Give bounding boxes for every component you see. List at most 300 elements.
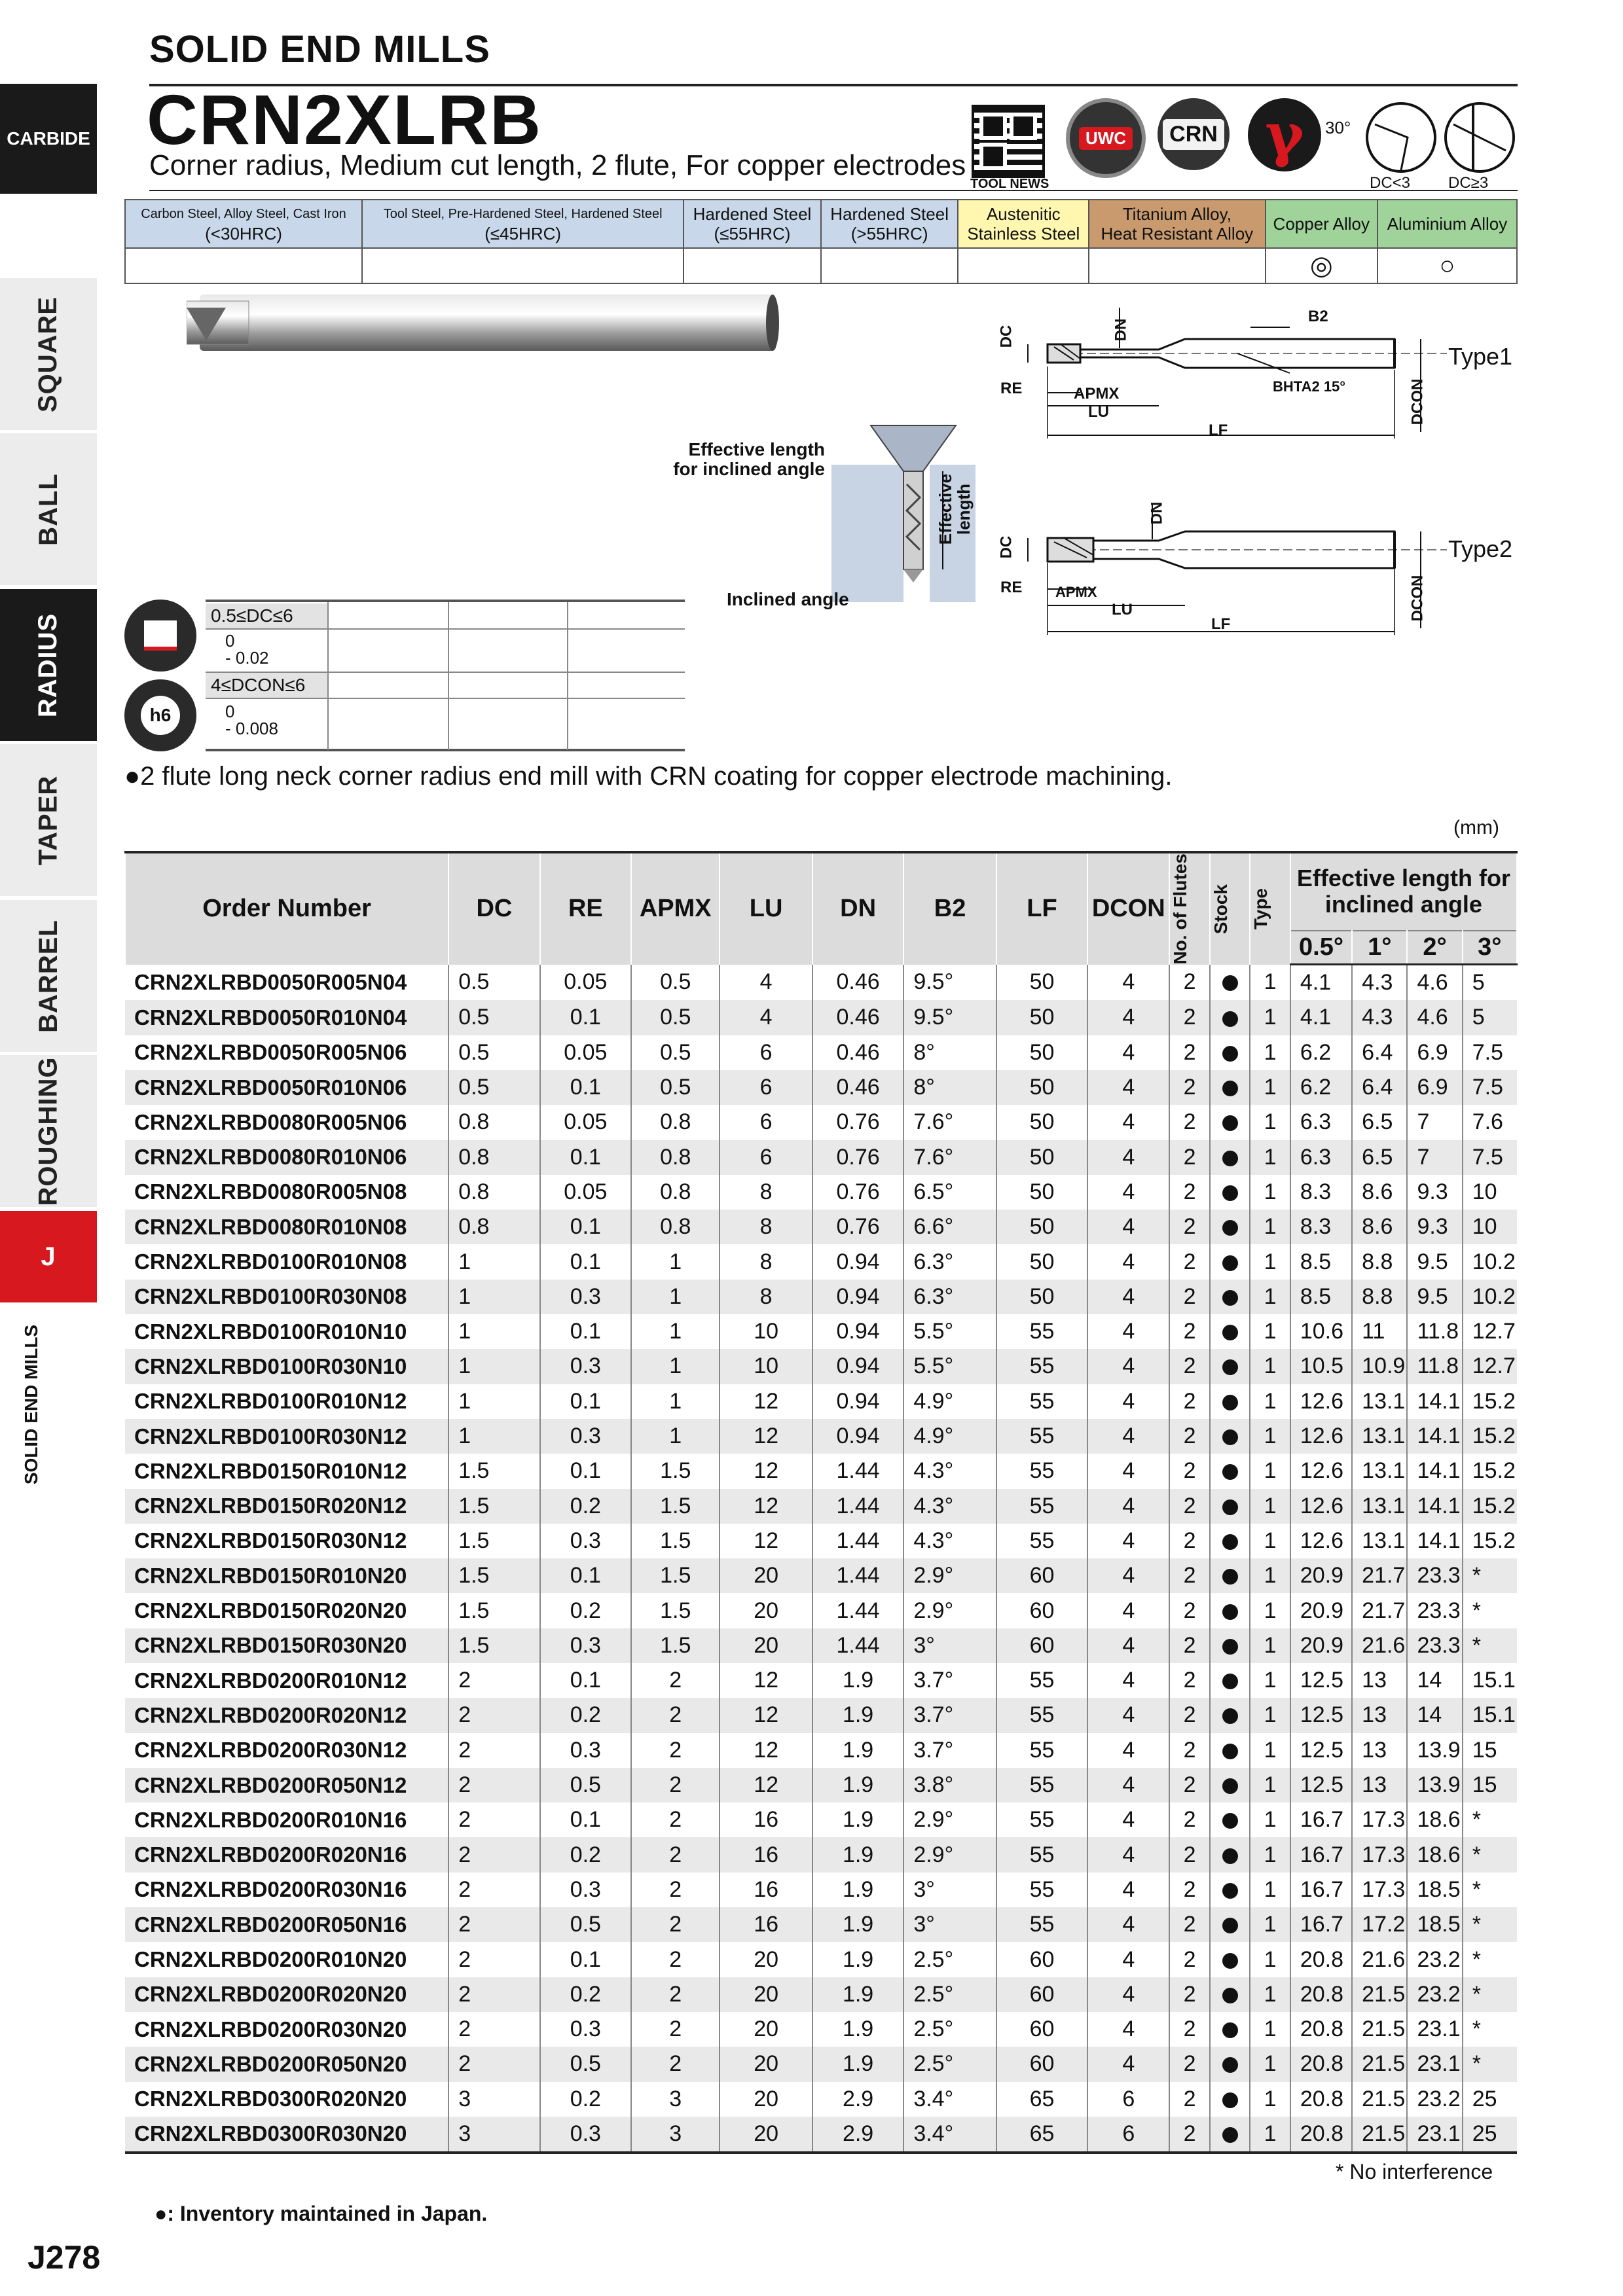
table-cell: 4	[1087, 1698, 1169, 1732]
table-cell: 2	[1169, 1803, 1210, 1837]
table-cell: 1.5	[448, 1558, 539, 1593]
table-cell: 0.1	[540, 1942, 631, 1977]
stock-indicator	[1210, 1733, 1250, 1768]
table-cell: 1	[1250, 1419, 1290, 1454]
tab-j[interactable]: J	[0, 1211, 97, 1302]
order-number-cell: CRN2XLRBD0080R005N06	[134, 1109, 407, 1134]
col-type: Type	[1250, 852, 1290, 965]
table-cell: 0.1	[540, 1663, 631, 1698]
tab-barrel[interactable]: BARREL	[0, 900, 97, 1052]
stock-indicator	[1210, 1210, 1250, 1244]
table-cell: 2	[1169, 2012, 1210, 2047]
table-cell: 0.1	[540, 1244, 631, 1279]
table-cell: 20.8	[1290, 2117, 1352, 2153]
col-stock: Stock	[1210, 852, 1250, 965]
dc-large-label: DC≥3	[1448, 174, 1489, 192]
table-cell: *	[1463, 1803, 1517, 1837]
table-cell: 3.7°	[903, 1698, 996, 1732]
table-row	[125, 1105, 1517, 1139]
col-angle-2: 2°	[1407, 931, 1462, 965]
table-cell: 21.7	[1352, 1558, 1407, 1593]
table-cell: 20.8	[1290, 2082, 1352, 2117]
effective-length-label: Effective length	[936, 473, 974, 545]
stock-dot-icon	[1222, 1988, 1238, 2003]
table-cell: 4.6	[1407, 1000, 1462, 1035]
table-cell: 2.9°	[903, 1837, 996, 1872]
order-number-cell: CRN2XLRBD0200R050N16	[125, 1907, 448, 1942]
order-number-cell: CRN2XLRBD0150R030N20	[125, 1628, 448, 1663]
table-cell: 1	[1250, 1698, 1290, 1732]
table-row	[125, 1035, 1517, 1070]
table-cell: 4	[1087, 1803, 1169, 1837]
table-cell: 55	[996, 1524, 1087, 1558]
dc-range: 0.5≤DC≤6	[206, 603, 329, 628]
table-cell: 4	[1087, 1384, 1169, 1419]
table-cell: 9.3	[1407, 1175, 1462, 1210]
table-cell: 17.3	[1352, 1803, 1407, 1837]
table-cell: 60	[996, 1558, 1087, 1593]
col-dn: DN	[812, 852, 903, 965]
table-cell: 1	[1250, 2117, 1290, 2153]
tab-roughing[interactable]: ROUGHING	[0, 1055, 97, 1207]
stock-indicator	[1210, 1628, 1250, 1663]
order-number-cell: CRN2XLRBD0200R050N20	[125, 2047, 448, 2081]
table-cell: 12.6	[1290, 1524, 1352, 1558]
table-cell: 4	[1087, 1000, 1169, 1035]
order-number-cell: CRN2XLRBD0050R010N04	[125, 1000, 448, 1035]
table-cell: 16.7	[1290, 1803, 1352, 1837]
table-cell: 12	[720, 1733, 812, 1768]
table-cell: 15.1	[1463, 1698, 1517, 1732]
crn-badge: CRN	[1158, 98, 1230, 170]
table-cell: 10	[1463, 1175, 1517, 1210]
table-cell: 18.5	[1407, 1873, 1462, 1907]
table-cell: 7	[1407, 1105, 1462, 1139]
tab-taper[interactable]: TAPER	[0, 744, 97, 896]
table-cell: 1	[1250, 1035, 1290, 1070]
table-cell: 2	[1169, 2117, 1210, 2153]
col-angle-1: 1°	[1352, 931, 1407, 965]
table-cell: 2	[1169, 1628, 1210, 1663]
table-cell: 0.3	[540, 1873, 631, 1907]
table-cell: 2	[631, 1942, 720, 1977]
table-cell: 50	[996, 1105, 1087, 1139]
table-cell: 4	[1087, 965, 1169, 1001]
table-cell: 4.6	[1407, 965, 1462, 1001]
table-cell: 0.8	[631, 1140, 720, 1175]
stock-dot-icon	[1222, 1011, 1238, 1027]
stock-dot-icon	[1222, 1953, 1238, 1969]
stock-indicator	[1210, 1140, 1250, 1175]
table-cell: 55	[996, 1663, 1087, 1698]
table-cell: 0.3	[540, 2012, 631, 2047]
type1-dc-label: DC	[997, 325, 1015, 348]
col-dcon: DCON	[1087, 852, 1169, 965]
table-cell: 1	[1250, 2082, 1290, 2117]
table-cell: 0.8	[631, 1105, 720, 1139]
table-cell: 12.6	[1290, 1489, 1352, 1524]
col-re: RE	[540, 852, 631, 965]
stock-indicator	[1210, 1977, 1250, 2012]
table-cell: 15	[1463, 1768, 1517, 1803]
table-cell: 2	[1169, 1489, 1210, 1524]
table-cell: 0.1	[540, 1454, 631, 1488]
order-number-cell: CRN2XLRBD0150R030N12	[134, 1528, 407, 1553]
stock-dot-icon	[1222, 1534, 1238, 1550]
table-cell: 14	[1407, 1663, 1462, 1698]
table-cell: 12	[720, 1524, 812, 1558]
table-cell: 1.9	[812, 1663, 903, 1698]
table-cell: 1	[1250, 1837, 1290, 1872]
stock-indicator	[1210, 1593, 1250, 1628]
table-cell: 1.44	[812, 1489, 903, 1524]
tab-square[interactable]: SQUARE	[0, 278, 97, 430]
type1-b2-label: B2	[1308, 308, 1328, 325]
table-cell: *	[1463, 1942, 1517, 1977]
table-cell: 0.3	[540, 1419, 631, 1454]
table-cell: 2	[448, 1803, 539, 1837]
table-cell: 13.1	[1352, 1454, 1407, 1488]
table-cell: 0.2	[540, 1698, 631, 1732]
table-cell: 2.9°	[903, 1593, 996, 1628]
table-cell: 4	[720, 1000, 812, 1035]
table-cell: 0.5	[540, 1768, 631, 1803]
table-cell: 4.9°	[903, 1419, 996, 1454]
table-cell: 12	[720, 1768, 812, 1803]
type1-label: Type1	[1448, 343, 1513, 370]
stock-dot-icon	[1222, 1708, 1238, 1724]
table-cell: 1.9	[812, 1698, 903, 1732]
table-cell: 4.1	[1290, 1000, 1352, 1035]
table-cell: 0.1	[540, 1140, 631, 1175]
order-number-cell: CRN2XLRBD0080R010N06	[125, 1140, 448, 1175]
table-cell: 1	[1250, 1803, 1290, 1837]
type2-re-label: RE	[1000, 579, 1023, 596]
table-cell: *	[1463, 2012, 1517, 2047]
table-cell: 12.7	[1463, 1314, 1517, 1349]
table-cell: 55	[996, 1384, 1087, 1419]
order-number-cell: CRN2XLRBD0200R020N20	[125, 1977, 448, 2012]
table-cell: 1.9	[812, 2047, 903, 2081]
table-cell: 55	[996, 1837, 1087, 1872]
table-cell: 4	[1087, 1593, 1169, 1628]
table-cell: 23.1	[1407, 2012, 1462, 2047]
table-cell: 1	[1250, 1558, 1290, 1593]
table-cell: 1.9	[812, 1768, 903, 1803]
table-cell: 20	[720, 2117, 812, 2153]
order-number-cell: CRN2XLRBD0150R010N20	[125, 1558, 448, 1593]
table-cell: 10.6	[1290, 1314, 1352, 1349]
table-cell: 0.94	[812, 1280, 903, 1314]
table-cell: 4	[1087, 1837, 1169, 1872]
type2-lu-label: LU	[1112, 601, 1133, 619]
table-cell: 0.46	[812, 965, 903, 1001]
table-cell: 16	[720, 1803, 812, 1837]
table-cell: 65	[996, 2117, 1087, 2153]
table-cell: 3°	[903, 1628, 996, 1663]
material-tool-steel: Tool Steel, Pre-Hardened Steel, Hardened Steel (≤45HRC)	[362, 200, 684, 248]
table-cell: 6.3°	[903, 1280, 996, 1314]
table-row	[125, 2012, 1517, 2047]
stock-indicator	[1210, 1105, 1250, 1139]
table-cell: 1	[448, 1244, 539, 1279]
table-cell: 12	[720, 1384, 812, 1419]
table-cell: 1	[1250, 1280, 1290, 1314]
table-cell: 60	[996, 1628, 1087, 1663]
table-cell: 55	[996, 1419, 1087, 1454]
stock-dot-icon	[1222, 1359, 1238, 1375]
table-cell: 1	[1250, 1628, 1290, 1663]
table-cell: 8.5	[1290, 1280, 1352, 1314]
table-cell: 3.4°	[903, 2117, 996, 2153]
table-cell: 1.9	[812, 1942, 903, 1977]
table-cell: 0.3	[540, 1628, 631, 1663]
table-cell: 1.5	[631, 1454, 720, 1488]
helix-angle-label: 30°	[1325, 118, 1351, 137]
table-cell: 2	[1169, 1733, 1210, 1768]
table-cell: 12	[720, 1663, 812, 1698]
qr-code-icon[interactable]	[972, 105, 1045, 178]
table-cell: 0.5	[631, 1070, 720, 1105]
table-cell: 3.8°	[903, 1768, 996, 1803]
table-cell: 6	[720, 1035, 812, 1070]
type2-dn-label: DN	[1148, 501, 1166, 525]
table-cell: 0.5	[448, 965, 539, 1001]
table-cell: 5	[1463, 965, 1517, 1001]
table-cell: 3	[631, 2117, 720, 2153]
order-number-cell: CRN2XLRBD0080R010N08	[125, 1210, 448, 1244]
table-cell: 10.9	[1352, 1349, 1407, 1384]
rating-cell	[821, 248, 958, 283]
table-cell: 4	[1087, 1035, 1169, 1070]
table-cell: 50	[996, 1035, 1087, 1070]
stock-indicator	[1210, 1768, 1250, 1803]
type1-re-label: RE	[1000, 380, 1023, 397]
table-cell: 10.2	[1463, 1280, 1517, 1314]
col-lu: LU	[720, 852, 812, 965]
table-cell: 2	[1169, 1035, 1210, 1070]
table-cell: 2	[1169, 1175, 1210, 1210]
table-row	[125, 1524, 1517, 1558]
table-row	[125, 1977, 1517, 2012]
table-row	[125, 1419, 1517, 1454]
order-number-cell: CRN2XLRBD0200R030N16	[134, 1877, 407, 1902]
table-cell: 18.6	[1407, 1803, 1462, 1837]
order-number-cell: CRN2XLRBD0200R010N12	[134, 1668, 407, 1693]
table-cell: 0.2	[540, 1837, 631, 1872]
table-cell: 1	[1250, 1210, 1290, 1244]
table-cell: 23.2	[1407, 1977, 1462, 2012]
tab-carbide[interactable]: CARBIDE	[0, 84, 97, 194]
table-cell: 2	[1169, 1105, 1210, 1139]
table-cell: 0.94	[812, 1419, 903, 1454]
table-cell: 11	[1352, 1314, 1407, 1349]
table-cell: 1	[1250, 1524, 1290, 1558]
table-cell: 12.6	[1290, 1419, 1352, 1454]
rating-copper: ◎	[1266, 248, 1378, 283]
table-cell: 55	[996, 1768, 1087, 1803]
table-cell: 2	[1169, 1768, 1210, 1803]
order-number-cell: CRN2XLRBD0100R030N10	[125, 1349, 448, 1384]
table-row	[125, 1628, 1517, 1663]
stock-indicator	[1210, 1419, 1250, 1454]
table-row	[125, 2047, 1517, 2081]
type1-lf-label: LF	[1209, 422, 1228, 439]
table-cell: 16	[720, 1907, 812, 1942]
table-cell: 13.9	[1407, 1768, 1462, 1803]
table-cell: 0.1	[540, 1000, 631, 1035]
table-cell: 4	[1087, 1419, 1169, 1454]
stock-indicator	[1210, 1000, 1250, 1035]
table-cell: 23.1	[1407, 2047, 1462, 2081]
table-cell: 0.94	[812, 1244, 903, 1279]
table-cell: 5	[1463, 1000, 1517, 1035]
table-cell: 4.3°	[903, 1454, 996, 1488]
order-number-cell: CRN2XLRBD0200R030N12	[134, 1738, 407, 1763]
table-row	[125, 1210, 1517, 1244]
table-row	[125, 1873, 1517, 1907]
table-cell: 4	[1087, 1558, 1169, 1593]
table-cell: 6.2	[1290, 1070, 1352, 1105]
table-row	[125, 1907, 1517, 1942]
tool-news-label: TOOL NEWS	[970, 177, 1049, 191]
table-cell: *	[1463, 1837, 1517, 1872]
table-cell: 0.2	[540, 1977, 631, 2012]
tolerance-block	[124, 600, 685, 754]
table-cell: 0.5	[631, 1000, 720, 1035]
table-cell: 3.7°	[903, 1663, 996, 1698]
table-cell: 1	[1250, 1384, 1290, 1419]
stock-dot-icon	[1222, 1604, 1238, 1620]
order-number-cell: CRN2XLRBD0150R020N20	[134, 1598, 407, 1623]
stock-dot-icon	[1222, 1744, 1238, 1759]
table-cell: 8.3	[1290, 1175, 1352, 1210]
table-cell: 4	[1087, 1210, 1169, 1244]
table-cell: 13	[1352, 1733, 1407, 1768]
table-cell: 4	[1087, 1907, 1169, 1942]
material-hardened-over55: Hardened Steel (>55HRC)	[821, 200, 958, 248]
tab-radius[interactable]: RADIUS	[0, 589, 97, 741]
order-number-cell: CRN2XLRBD0080R005N08	[134, 1179, 407, 1204]
table-cell: 13.1	[1352, 1524, 1407, 1558]
order-number-cell: CRN2XLRBD0100R010N10	[134, 1319, 407, 1344]
material-hardened-55: Hardened Steel (≤55HRC)	[684, 200, 821, 248]
table-cell: 1.5	[448, 1593, 539, 1628]
stock-dot-icon	[1222, 1674, 1238, 1689]
table-cell: *	[1463, 2047, 1517, 2081]
table-cell: 1.5	[631, 1558, 720, 1593]
table-cell: 4.9°	[903, 1384, 996, 1419]
stock-dot-icon	[1222, 1151, 1238, 1166]
col-lf: LF	[996, 852, 1087, 965]
tab-ball[interactable]: BALL	[0, 433, 97, 585]
order-number-cell: CRN2XLRBD0150R010N12	[134, 1458, 407, 1483]
table-cell: 4.3	[1352, 965, 1407, 1001]
table-cell: 2	[1169, 1280, 1210, 1314]
table-cell: 6	[1087, 2117, 1169, 2153]
table-cell: 50	[996, 965, 1087, 1001]
table-cell: 2	[631, 1873, 720, 1907]
col-effective-length: Effective length for inclined angle	[1290, 852, 1517, 931]
table-cell: 0.8	[448, 1105, 539, 1139]
table-cell: 1	[1250, 1733, 1290, 1768]
stock-dot-icon	[1222, 1639, 1238, 1655]
product-subtitle: Corner radius, Medium cut length, 2 flute, For copper electrodes	[149, 149, 966, 181]
stock-indicator	[1210, 1070, 1250, 1105]
table-cell: 50	[996, 1000, 1087, 1035]
table-cell: 0.1	[540, 1384, 631, 1419]
table-cell: 2	[631, 1768, 720, 1803]
table-cell: 1.9	[812, 1873, 903, 1907]
table-cell: 1	[1250, 1454, 1290, 1488]
spec-table-body	[125, 965, 1517, 2153]
table-cell: 55	[996, 1314, 1087, 1349]
table-cell: 23.3	[1407, 1628, 1462, 1663]
table-cell: 2	[448, 1733, 539, 1768]
table-cell: 14.1	[1407, 1454, 1462, 1488]
table-cell: 6.9	[1407, 1070, 1462, 1105]
product-name: CRN2XLRB	[147, 80, 543, 159]
table-cell: 0.05	[540, 1035, 631, 1070]
table-cell: 3	[448, 2117, 539, 2153]
dc-tolerance-values: 0 - 0.02	[225, 631, 269, 668]
stock-dot-icon	[1222, 1220, 1238, 1236]
table-cell: 2	[1169, 1419, 1210, 1454]
table-cell: 11.8	[1407, 1349, 1462, 1384]
table-cell: 21.5	[1352, 1977, 1407, 2012]
table-cell: 1	[1250, 1000, 1290, 1035]
table-cell: 1	[631, 1314, 720, 1349]
order-number-cell: CRN2XLRBD0200R050N12	[125, 1768, 448, 1803]
stock-indicator	[1210, 1942, 1250, 1977]
stock-dot-icon	[1222, 1429, 1238, 1445]
table-cell: 13.1	[1352, 1489, 1407, 1524]
table-cell: 0.5	[540, 2047, 631, 2081]
table-cell: 2	[448, 1942, 539, 1977]
table-cell: 1	[1250, 1070, 1290, 1105]
col-apmx: APMX	[631, 852, 720, 965]
stock-indicator	[1210, 2047, 1250, 2081]
table-cell: 12.6	[1290, 1454, 1352, 1488]
table-cell: 0.3	[540, 1733, 631, 1768]
table-cell: 1.9	[812, 1733, 903, 1768]
table-row	[125, 1663, 1517, 1698]
stock-indicator	[1210, 1907, 1250, 1942]
stock-indicator	[1210, 1280, 1250, 1314]
table-cell: 2	[631, 1977, 720, 2012]
table-cell: 0.2	[540, 1489, 631, 1524]
subtitle-rule	[149, 190, 1518, 191]
table-cell: 2	[1169, 1873, 1210, 1907]
table-cell: 1	[1250, 1314, 1290, 1349]
table-cell: 1.44	[812, 1524, 903, 1558]
col-angle-05: 0.5°	[1290, 931, 1352, 965]
table-cell: 3.7°	[903, 1733, 996, 1768]
table-cell: 2	[631, 1907, 720, 1942]
type1-apmx-label: APMX	[1074, 385, 1120, 403]
table-cell: 55	[996, 1803, 1087, 1837]
table-row	[125, 1733, 1517, 1768]
table-cell: 2	[631, 2012, 720, 2047]
table-cell: 8	[720, 1244, 812, 1279]
table-cell: 2	[1169, 1558, 1210, 1593]
stock-dot-icon	[1222, 1255, 1238, 1271]
table-cell: 2.5°	[903, 2047, 996, 2081]
table-row	[125, 1768, 1517, 1803]
table-cell: 8°	[903, 1035, 996, 1070]
table-cell: 2	[1169, 1244, 1210, 1279]
table-cell: 0.1	[540, 1210, 631, 1244]
